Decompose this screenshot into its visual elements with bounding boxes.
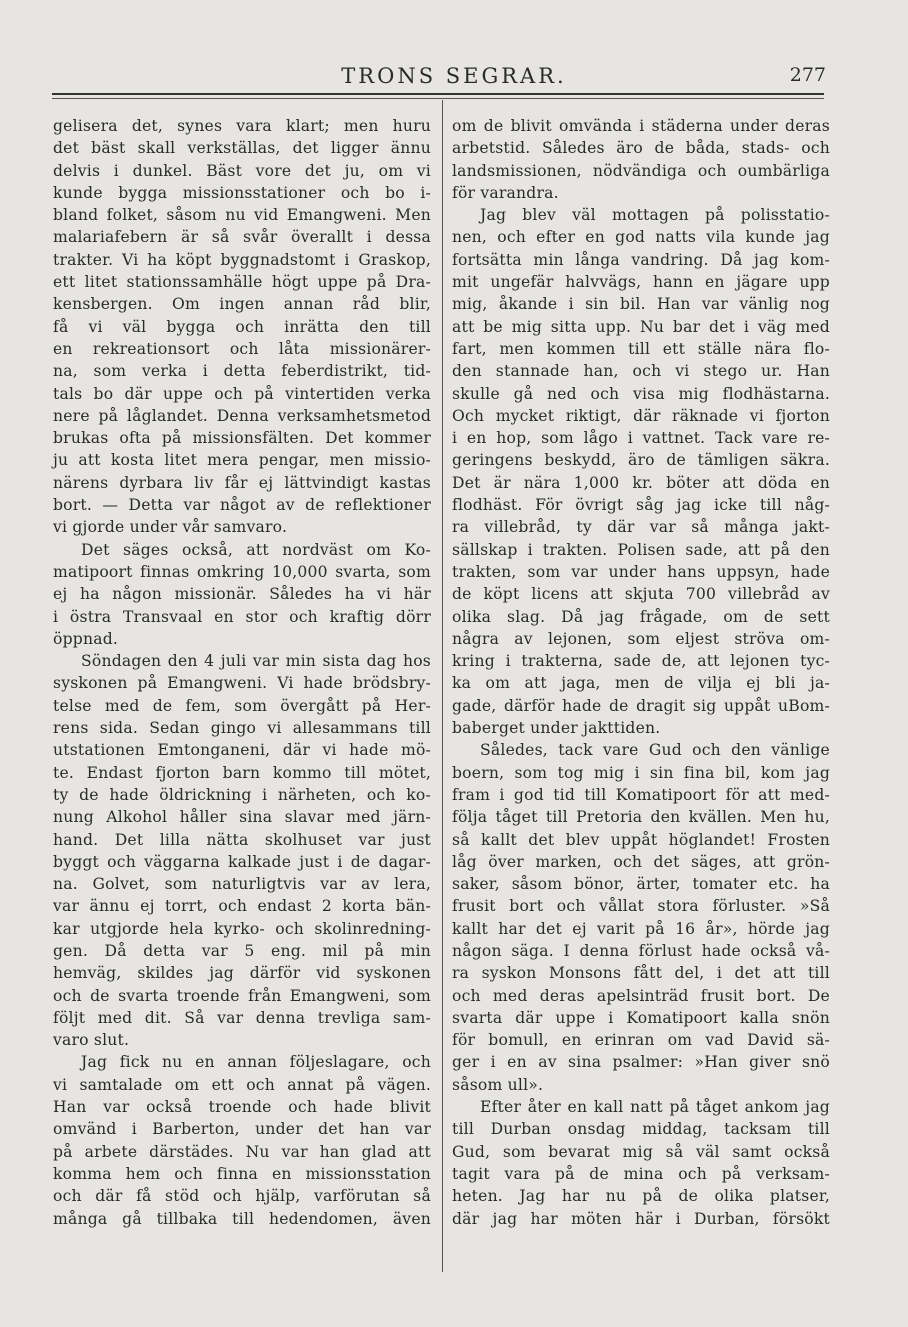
text-line: heten. Jag har nu på de olika platser, — [452, 1187, 830, 1206]
text-line: vi gjorde under vår samvaro. — [53, 518, 288, 537]
left-column — [53, 115, 431, 1230]
text-line: arbetstid. Således äro de båda, stads- och — [452, 139, 830, 158]
text-line: Jag fick nu en annan följeslagare, och — [81, 1053, 431, 1072]
text-line: te. Endast fjorton barn kommo till mötet, — [53, 763, 431, 782]
text-line: telse med de fem, som övergått på Her- — [53, 696, 431, 715]
text-line: mit ungefär halvvägs, hann en jägare upp — [452, 273, 830, 292]
text-line: ger i en av sina psalmer: »Han giver snö — [452, 1053, 830, 1072]
text-line: Det säges också, att nordväst om Ko- — [81, 540, 431, 559]
text-line: ka om att jaga, men de vilja ej bli ja- — [452, 674, 830, 693]
text-line: varo slut. — [53, 1031, 130, 1050]
text-line: omvänd i Barberton, under det han var — [53, 1120, 431, 1139]
text-line: Efter åter en kall natt på tåget ankom jag — [480, 1098, 830, 1117]
text-line: tagit vara på de mina och på verksam- — [452, 1164, 830, 1183]
text-line: flodhäst. För övrigt såg jag icke till någ- — [452, 496, 830, 515]
text-line: gade, därför hade de dragit sig uppåt uBom- — [452, 696, 830, 715]
text-line: i en hop, som lågo i vattnet. Tack vare re- — [452, 429, 830, 448]
text-line: trakten, som var under hans uppsyn, hade — [452, 562, 830, 581]
column-divider — [442, 100, 443, 1272]
text-line: till Durban onsdag middag, tacksam till — [452, 1120, 830, 1139]
text-line: nung Alkohol håller sina slavar med järn- — [53, 808, 431, 827]
text-line: gelisera det, synes vara klart; men huru — [53, 117, 431, 135]
text-line: Det är nära 1,000 kr. böter att döda en — [452, 473, 830, 492]
text-line: gen. Då detta var 5 eng. mil på min — [53, 941, 431, 960]
text-line: var ännu ej torrt, och endast 2 korta bän- — [53, 897, 431, 916]
header-rule-thin — [52, 98, 824, 99]
text-line: för bomull, en erinran om vad David sä- — [452, 1031, 830, 1050]
text-line: fortsätta min långa vandring. Då jag kom- — [452, 250, 830, 269]
text-line: få vi väl bygga och inrätta den till — [53, 317, 431, 336]
text-line: och de svarta troende från Emangweni, som — [53, 986, 431, 1005]
text-line: det bäst skall verkställas, det ligger ännu — [53, 139, 431, 158]
header-rule-thick — [52, 93, 824, 95]
text-line: trakter. Vi ha köpt byggnadstomt i Graskop, — [53, 250, 431, 269]
text-line: na, som verka i detta feberdistrikt, tid- — [53, 362, 431, 381]
text-line: vi samtalade om ett och annat på vägen. — [53, 1075, 431, 1094]
text-line: så kallt det blev uppåt höglandet! Frosten — [452, 830, 830, 849]
text-line: nere på låglandet. Denna verksamhetsmetod — [53, 406, 431, 425]
text-line: geringens beskydd, äro de tämligen säkra. — [452, 451, 830, 470]
text-line: baberget under jakttiden. — [452, 719, 661, 738]
text-line: brukas ofta på missionsfälten. Det kommer — [53, 429, 431, 448]
text-line: bort. — Detta var något av de reflektioner — [53, 496, 431, 515]
text-line: följa tåget till Pretoria den kvällen. Men hu, — [452, 808, 830, 827]
page-number: 277 — [789, 64, 826, 86]
text-line: byggt och väggarna kalkade just i de dagar- — [53, 852, 431, 871]
text-line: öppnad. — [53, 629, 119, 648]
text-line: många gå tillbaka till hedendomen, även — [53, 1209, 431, 1228]
text-line: fram i god tid till Komatipoort för att med- — [452, 785, 830, 804]
text-line: ra villebråd, ty där var så många jakt- — [452, 518, 830, 537]
text-line: ty de hade öldrickning i närheten, och ko- — [53, 785, 431, 804]
text-line: kensbergen. Om ingen annan råd blir, — [53, 295, 431, 314]
text-line: olika slag. Då jag frågade, om de sett — [452, 607, 830, 626]
text-line: de köpt licens att skjuta 700 villebråd av — [452, 585, 830, 604]
text-line: Jag blev väl mottagen på polisstatio- — [480, 206, 830, 225]
text-line: komma hem och finna en missionsstation — [53, 1164, 431, 1183]
text-line: mig, åkande i sin bil. Han var vänlig nog — [452, 295, 830, 314]
text-line: närens dyrbara liv får ej lättvindigt kastas — [53, 473, 431, 492]
text-line: att be mig sitta upp. Nu bar det i väg med — [452, 317, 830, 336]
text-line: för varandra. — [452, 183, 559, 202]
text-line: Söndagen den 4 juli var min sista dag hos — [81, 652, 431, 671]
text-line: rens sida. Sedan gingo vi allesammans till — [53, 719, 431, 738]
text-line: landsmissionen, nödvändiga och oumbärliga — [452, 161, 830, 180]
text-line: matipoort finnas omkring 10,000 svarta, som — [53, 562, 431, 581]
text-line: utstationen Emtonganeni, där vi hade mö- — [53, 741, 431, 760]
text-line: och med deras apelsinträd frusit bort. De — [452, 986, 830, 1005]
running-title: TRONS SEGRAR. — [341, 64, 567, 88]
text-line: följt med dit. Så var denna trevliga sam- — [53, 1008, 431, 1027]
right-column — [452, 115, 830, 1230]
text-line: boern, som tog mig i sin fina bil, kom jag — [452, 763, 830, 782]
text-line: kar utgjorde hela kyrko- och skolinredning- — [53, 919, 431, 938]
text-line: syskonen på Emangweni. Vi hade brödsbry- — [53, 674, 431, 693]
text-line: Således, tack vare Gud och den vänlige — [480, 741, 830, 760]
text-line: Han var också troende och hade blivit — [53, 1098, 431, 1117]
text-line: kring i trakterna, sade de, att lejonen tyc- — [452, 652, 830, 671]
text-line: Gud, som bevarat mig så väl samt också — [452, 1142, 830, 1161]
text-line: ej ha någon missionär. Således ha vi här — [53, 585, 431, 604]
text-line: na. Golvet, som naturligtvis var av lera, — [53, 875, 431, 894]
text-line: såsom ull». — [452, 1075, 544, 1094]
text-line: en rekreationsort och låta missionärer- — [53, 339, 431, 358]
text-line: sällskap i trakten. Polisen sade, att på den — [452, 540, 830, 559]
text-line: och där få stöd och hjälp, varförutan så — [53, 1187, 431, 1206]
text-line: nen, och efter en god natts vila kunde jag — [452, 228, 830, 247]
text-line: om de blivit omvända i städerna under deras — [452, 117, 830, 135]
text-line: ju att kosta litet mera pengar, men missio- — [53, 451, 431, 470]
text-line: frusit bort och vållat stora förluster. »Så — [452, 897, 830, 916]
text-line: kallt har det ej varit på 16 år», hörde jag — [452, 919, 830, 938]
text-line: svarta där uppe i Komatipoort kalla snön — [452, 1008, 830, 1027]
text-line: på arbete därstädes. Nu var han glad att — [53, 1142, 431, 1161]
text-line: hand. Det lilla nätta skolhuset var just — [53, 830, 431, 849]
text-line: där jag har möten här i Durban, försökt — [452, 1209, 830, 1228]
text-line: bland folket, såsom nu vid Emangweni. Men — [53, 206, 431, 225]
text-line: delvis i dunkel. Bäst vore det ju, om vi — [53, 161, 431, 180]
text-line: den stannade han, och vi stego ur. Han — [452, 362, 830, 381]
text-line: kunde bygga missionsstationer och bo i- — [53, 183, 431, 202]
text-line: låg över marken, och det säges, att grön- — [452, 852, 830, 871]
text-line: ra syskon Monsons fått del, i det att till — [452, 964, 830, 983]
text-line: i östra Transvaal en stor och kraftig dörr — [53, 607, 431, 626]
text-line: skulle gå ned och visa mig flodhästarna. — [452, 384, 830, 403]
text-line: malariafebern är så svår överallt i dessa — [53, 228, 431, 247]
text-line: tals bo där uppe och på vintertiden verka — [53, 384, 431, 403]
text-line: någon säga. I denna förlust hade också vå- — [452, 941, 830, 960]
text-line: Och mycket riktigt, där räknade vi fjorton — [452, 406, 830, 425]
text-line: hemväg, skildes jag därför vid syskonen — [53, 964, 431, 983]
text-line: saker, såsom bönor, ärter, tomater etc. ha — [452, 875, 830, 894]
text-line: några av lejonen, som eljest ströva om- — [452, 629, 830, 648]
text-line: ett litet stationssamhälle högt uppe på Dra- — [53, 273, 431, 292]
text-line: fart, men kommen till ett ställe nära flo- — [452, 339, 830, 358]
